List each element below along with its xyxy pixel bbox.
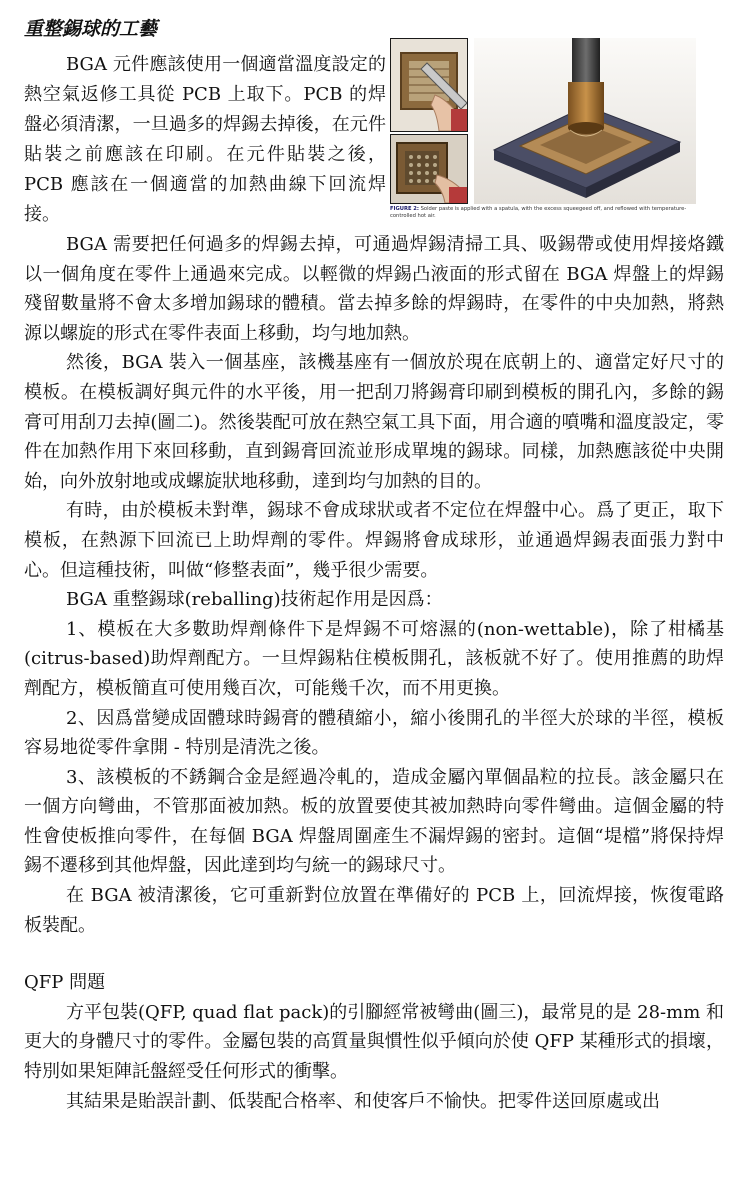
caption-label: FIGURE 2: <box>390 206 419 212</box>
body-paragraph-1: BGA 需要把任何過多的焊錫去掉，可通過焊錫清掃工具、吸錫帶或使用焊接烙鐵以一個角度在零件上通過來完成。以輕微的焊錫凸液面的形式留在 BGA 焊盤上的焊錫殘留數量將不會太多增加錫球的體積。當去掉多餘的焊錫時，在零件的中央加熱，將熱源以螺旋的形式在零件表面上移動，均勻地加熱。 <box>24 234 724 344</box>
document-page <box>24 14 724 1112</box>
body-paragraph-7: 3、該模板的不銹鋼合金是經過冷軋的，造成金屬內單個晶粒的拉長。該金屬只在一個方向彎曲，不管那面被加熱。板的放置要使其被加熱時向零件彎曲。這個金屬的特性會使板推向零件，在每個 BGA 焊盤周圍產生不漏焊錫的密封。這個“堤檔”將保持焊錫不遷移到其他焊盤，因此達到均勻統一的錫球尺寸。 <box>24 766 724 877</box>
article-body <box>24 230 724 1116</box>
intro-paragraph: BGA 元件應該使用一個適當溫度設定的熱空氣返修工具從 PCB 上取下。PCB 的焊盤必須清潔，一旦過多的焊錫去掉後，在元件貼裝之前應該在印刷。在元件貼裝之後，PCB 應該在一個適當的加熱曲線下回流焊接。 <box>24 54 386 225</box>
section-spacer <box>24 940 724 968</box>
body-paragraph-6: 2、因爲當變成固體球時錫膏的體積縮小，縮小後開孔的半徑大於球的半徑，模板容易地從零件拿開 - 特別是清洗之後。 <box>24 707 724 759</box>
qfp-section-heading: QFP 問題 <box>24 972 106 994</box>
body-paragraph-5: 1、模板在大多數助焊劑條件下是焊錫不可熔濕的(non-wettable)，除了柑橘基(citrus-based)助焊劑配方。一旦焊錫粘住模板開孔，該板就不好了。使用推薦的助焊劑配方，模板簡直可使用幾百次，可能幾千次，而不用更換。 <box>24 618 724 699</box>
body-paragraph-2: 然後，BGA 裝入一個基座，該機基座有一個放於現在底朝上的、適當定好尺寸的模板。在模板調好與元件的水平後，用一把刮刀將錫膏印刷到模板的開孔內，多餘的錫膏可用刮刀去掉(圖二)。然後裝配可放在熱空氣工具下面，用合適的噴嘴和溫度設定，零件在加熱作用下來回移動，直到錫膏回流並形成單塊的錫球。同樣，加熱應該從中央開始，向外放射地或成螺旋狀地移動，達到均勻加熱的目的。 <box>24 352 724 492</box>
photo-paste-on-stencil <box>390 134 468 204</box>
qfp-paragraph-2: 其結果是貽誤計劃、低裝配合格率、和使客戶不愉快。把零件送回原處或出 <box>66 1090 660 1112</box>
figure-2 <box>388 36 724 236</box>
body-paragraph-3: 有時，由於模板未對準，錫球不會成球狀或者不定位在焊盤中心。爲了更正，取下模板，在熱源下回流已上助焊劑的零件。焊錫將會成球形，並通過焊錫表面張力對中心。但這種技術，叫做“修整表面”，幾乎很少需要。 <box>24 500 724 581</box>
photo-hot-air-nozzle-reflow <box>474 38 696 204</box>
caption-text: Solder paste is applied with a spatula, with the excess squeegeed off, and reflowed with temperature-controlled hot air. <box>390 206 687 219</box>
body-paragraph-4: BGA 重整錫球(reballing)技術起作用是因爲： <box>66 589 443 611</box>
section-title: 重整錫球的工藝 <box>24 18 158 40</box>
figure-caption <box>390 206 696 220</box>
photo-spatula-applying-paste <box>390 38 468 132</box>
body-paragraph-8: 在 BGA 被清潔後，它可重新對位放置在準備好的 PCB 上，回流焊接，恢復電路板裝配。 <box>24 885 724 936</box>
qfp-paragraph-1: 方平包裝(QFP, quad flat pack)的引腳經常被彎曲(圖三)，最常見的是 28-mm 和更大的身體尺寸的零件。金屬包裝的高質量與慣性似乎傾向於使 QFP 某種形式的損壞，特別如果矩陣託盤經受任何形式的衝擊。 <box>24 1001 724 1083</box>
intro-column <box>24 50 386 230</box>
